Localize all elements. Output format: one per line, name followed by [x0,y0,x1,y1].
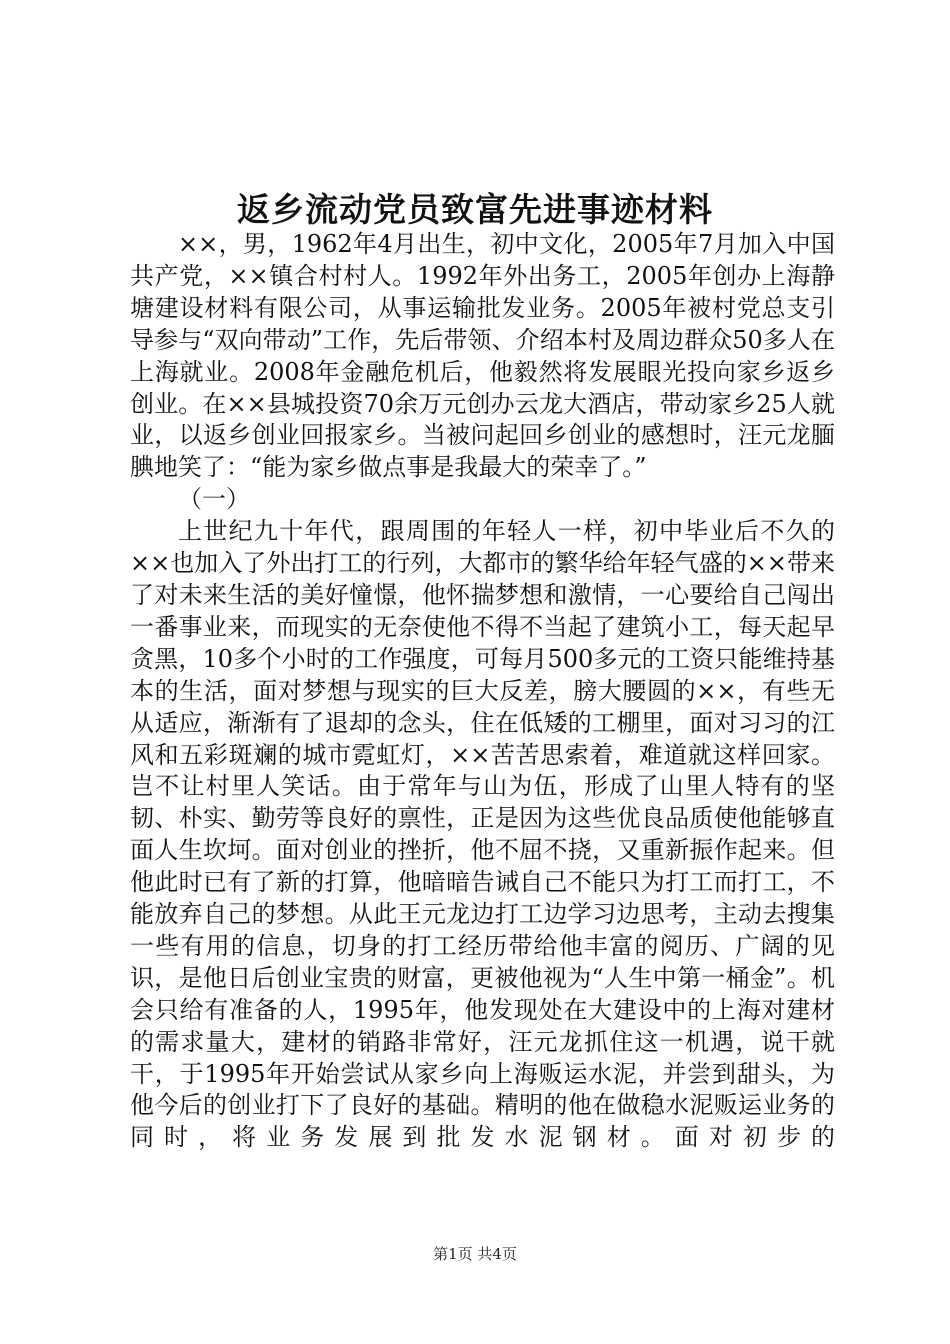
document-title: 返乡流动党员致富先进事迹材料 [237,190,713,229]
paragraph-intro: ××，男，1962年4月出生，初中文化，2005年7月加入中国共产党，××镇合村村人。1992年外出务工，2005年创办上海静塘建设材料有限公司，从事运输批发业务。2005年被村党总支引导参与“双向带动”工作，先后带领、介绍本村及周边群众50多人在上海就业。2008年金融危机后，他毅然将发展眼光投向家乡返乡创业。在××县城投资70余万元创办云龙大酒店，带动家乡25人就业，以返乡创业回报家乡。当被问起回乡创业的感想时，汪元龙腼腆地笑了：“能为家乡做点事是我最大的荣幸了。” [130,230,835,482]
page-footer: 第1页 共4页 [433,1245,517,1263]
document-body [130,229,835,1154]
paragraph-section-one: 上世纪九十年代，跟周围的年轻人一样，初中毕业后不久的××也加入了外出打工的行列，大都市的繁华给年轻气盛的××带来了对未来生活的美好憧憬，他怀揣梦想和激情，一心要给自己闯出一番事业来，而现实的无奈使他不得不当起了建筑小工，每天起早贪黑，10多个小时的工作强度，可每月500多元的工资只能维持基本的生活，面对梦想与现实的巨大反差，膀大腰圆的××，有些无从适应，渐渐有了退却的念头，住在低矮的工棚里，面对习习的江风和五彩斑斓的城市霓虹灯，××苦苦思索着，难道就这样回家。岂不让村里人笑话。由于常年与山为伍，形成了山里人特有的坚韧、朴实、勤劳等良好的禀性，正是因为这些优良品质使他能够直面人生坎坷。面对创业的挫折，他不屈不挠，又重新振作起来。但他此时已有了新的打算，他暗暗告诫自己不能只为打工而打工，不能放弃自己的梦想。从此王元龙边打工边学习边思考，主动去搜集一些有用的信息，切身的打工经历带给他丰富的阅历、广阔的见识，是他日后创业宝贵的财富，更被他视为“人生中第一桶金”。机会只给有准备的人，1995年，他发现处在大建设中的上海对建材的需求量大，建材的销路非常好，汪元龙抓住这一机遇，说干就干，于1995年开始尝试从家乡向上海贩运水泥，并尝到甜头，为他今后的创业打下了良好的基础。精明的他在做稳水泥贩运业务的同时，将业务发展到批发水泥钢材。面对初步的 [130,517,835,1152]
section-heading: （一） [178,485,250,514]
